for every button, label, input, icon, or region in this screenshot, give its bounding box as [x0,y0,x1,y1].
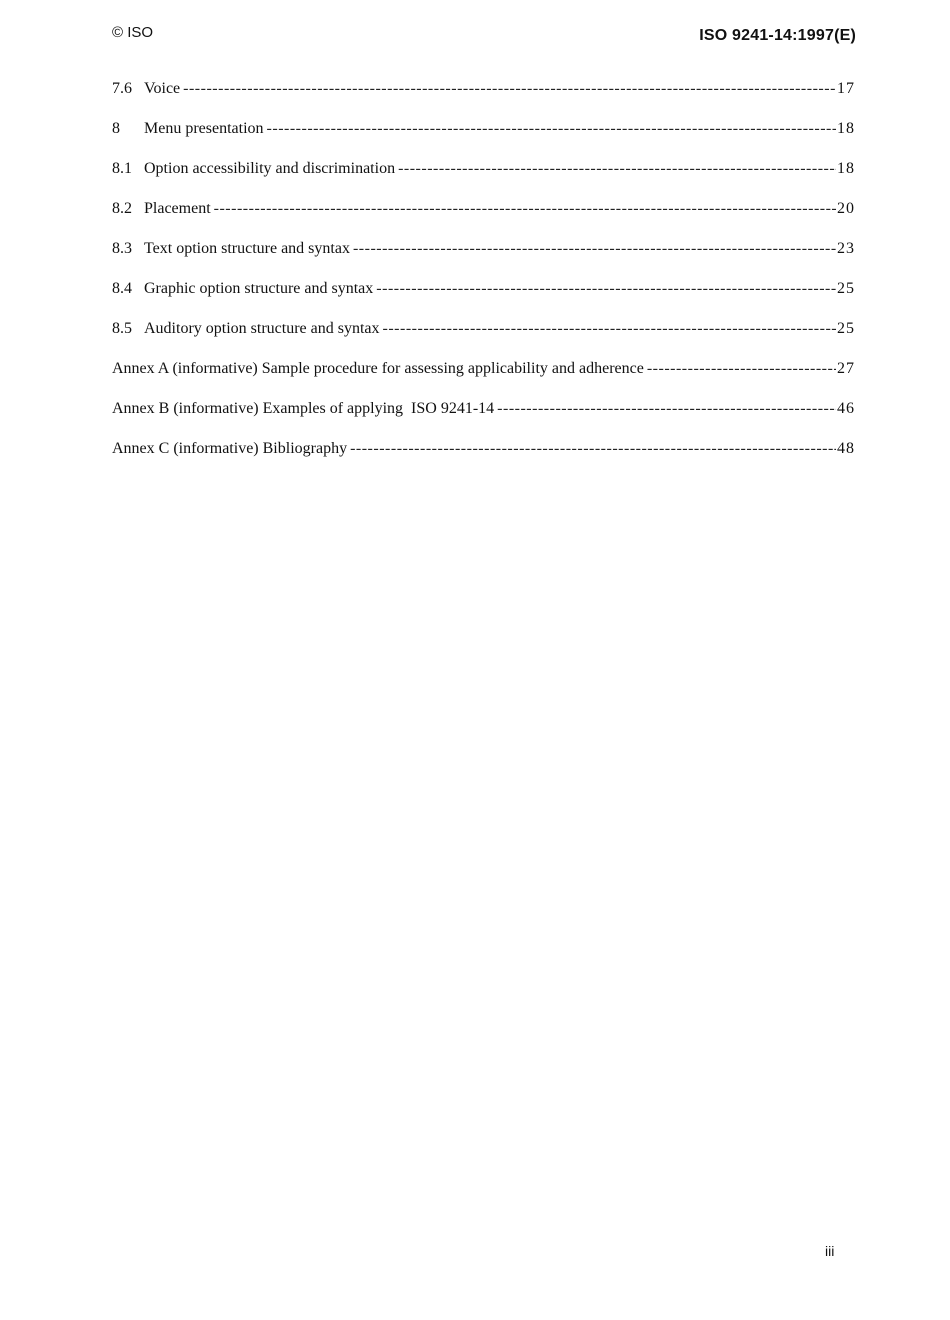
toc-entry[interactable] [112,358,855,398]
toc-leader-dashes [350,438,836,460]
toc-entry[interactable] [112,198,855,238]
toc-entry-page: 18 [837,120,855,137]
toc-entry-page: 23 [837,240,855,257]
toc-leader-dashes [383,318,836,340]
toc-leader-dashes [376,278,836,300]
toc-entry-title: Text option structure and syntax [144,240,350,257]
document-identifier: ISO 9241-14:1997(E) [699,27,856,44]
toc-entry-title: Annex B (informative) Examples of applying ISO 9241-14 [112,400,495,417]
toc-entry-page: 48 [837,440,855,457]
toc-entry-number: 8.3 [112,240,132,257]
toc-entry[interactable] [112,438,855,478]
toc-entry-title: Voice [144,80,181,97]
toc-entry-page: 25 [837,280,855,297]
toc-entry-number: 7.6 [112,80,132,97]
toc-entry-number: 8.2 [112,200,132,217]
toc-leader-dashes [398,158,836,180]
toc-leader-dashes [214,198,836,220]
toc-entry[interactable] [112,278,855,318]
toc-entry-page: 17 [837,80,855,97]
toc-entry[interactable] [112,398,855,438]
toc-entry-title: Placement [144,200,211,217]
toc-entry-title: Annex C (informative) Bibliography [112,440,348,457]
toc-entry-title: Graphic option structure and syntax [144,280,374,297]
toc-leader-dashes [497,398,836,420]
page-number: iii [825,1243,835,1259]
toc-entry-number: 8 [112,120,120,137]
toc-entry-title: Menu presentation [144,120,264,137]
toc-entry[interactable] [112,78,855,118]
toc-entry-title: Auditory option structure and syntax [144,320,380,337]
toc-entry[interactable] [112,238,855,278]
toc-entry[interactable] [112,318,855,358]
toc-entry-title: Annex A (informative) Sample procedure for assessing applicability and adherence [112,360,644,377]
toc-entry-number: 8.1 [112,160,132,177]
toc-leader-dashes [647,358,836,380]
toc-entry-page: 46 [837,400,855,417]
toc-entry[interactable] [112,158,855,198]
toc-entry[interactable] [112,118,855,158]
toc-entry-page: 18 [837,160,855,177]
toc-entry-number: 8.4 [112,280,132,297]
toc-entry-page: 27 [837,360,855,377]
toc-entry-title: Option accessibility and discrimination [144,160,396,177]
toc-entry-page: 25 [837,320,855,337]
toc-leader-dashes [183,78,836,100]
copyright-notice: © ISO [112,24,154,41]
table-of-contents [112,78,855,478]
toc-leader-dashes [267,118,836,140]
toc-entry-number: 8.5 [112,320,132,337]
toc-leader-dashes [353,238,836,260]
toc-entry-page: 20 [837,200,855,217]
